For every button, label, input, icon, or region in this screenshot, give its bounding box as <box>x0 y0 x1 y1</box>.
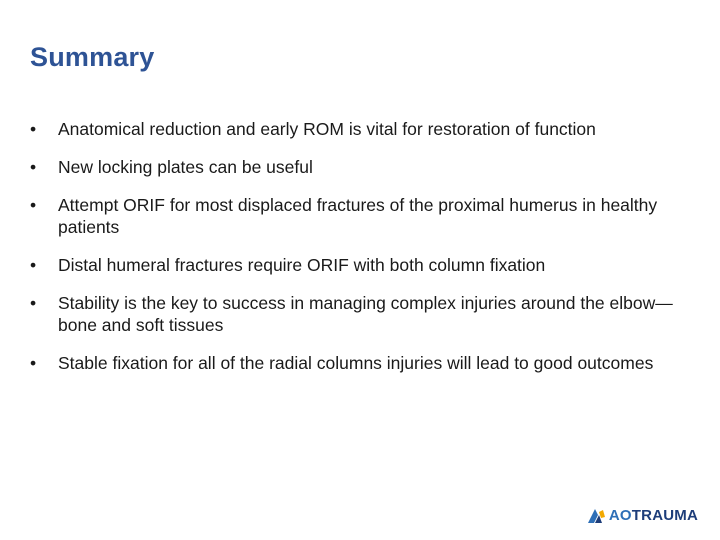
bullet-dot: • <box>30 255 37 275</box>
bullet-dot: • <box>30 353 37 373</box>
bullet-dot: • <box>30 195 37 215</box>
bullet-item <box>30 292 700 336</box>
logo-text-ao: AO <box>608 507 632 524</box>
bullet-item <box>30 254 700 276</box>
bullet-dot: • <box>30 293 37 313</box>
logo-text <box>609 507 698 524</box>
bullet-item <box>30 194 700 238</box>
bullet-dot: • <box>30 119 37 139</box>
bullet-text: Anatomical reduction and early ROM is vital for restoration of function <box>58 119 596 139</box>
bullet-text: Distal humeral fractures require ORIF with both column fixation <box>58 255 546 275</box>
bullet-text: Stability is the key to success in managing complex injuries around the elbow—bone and soft tissues <box>58 293 673 335</box>
bullet-item <box>30 156 700 178</box>
ao-trauma-logo <box>588 507 698 524</box>
bullet-list <box>30 118 700 390</box>
slide-title: Summary <box>30 42 155 72</box>
bullet-item <box>30 118 700 140</box>
logo-text-trauma: TRAUMA <box>631 507 698 524</box>
bullet-text: Stable fixation for all of the radial columns injuries will lead to good outcomes <box>58 353 654 373</box>
bullet-item <box>30 352 700 374</box>
bullet-text: New locking plates can be useful <box>58 157 313 177</box>
bullet-dot: • <box>30 157 37 177</box>
ao-trauma-logo-icon <box>588 508 606 523</box>
bullet-text: Attempt ORIF for most displaced fractures of the proximal humerus in healthy patients <box>58 195 658 237</box>
